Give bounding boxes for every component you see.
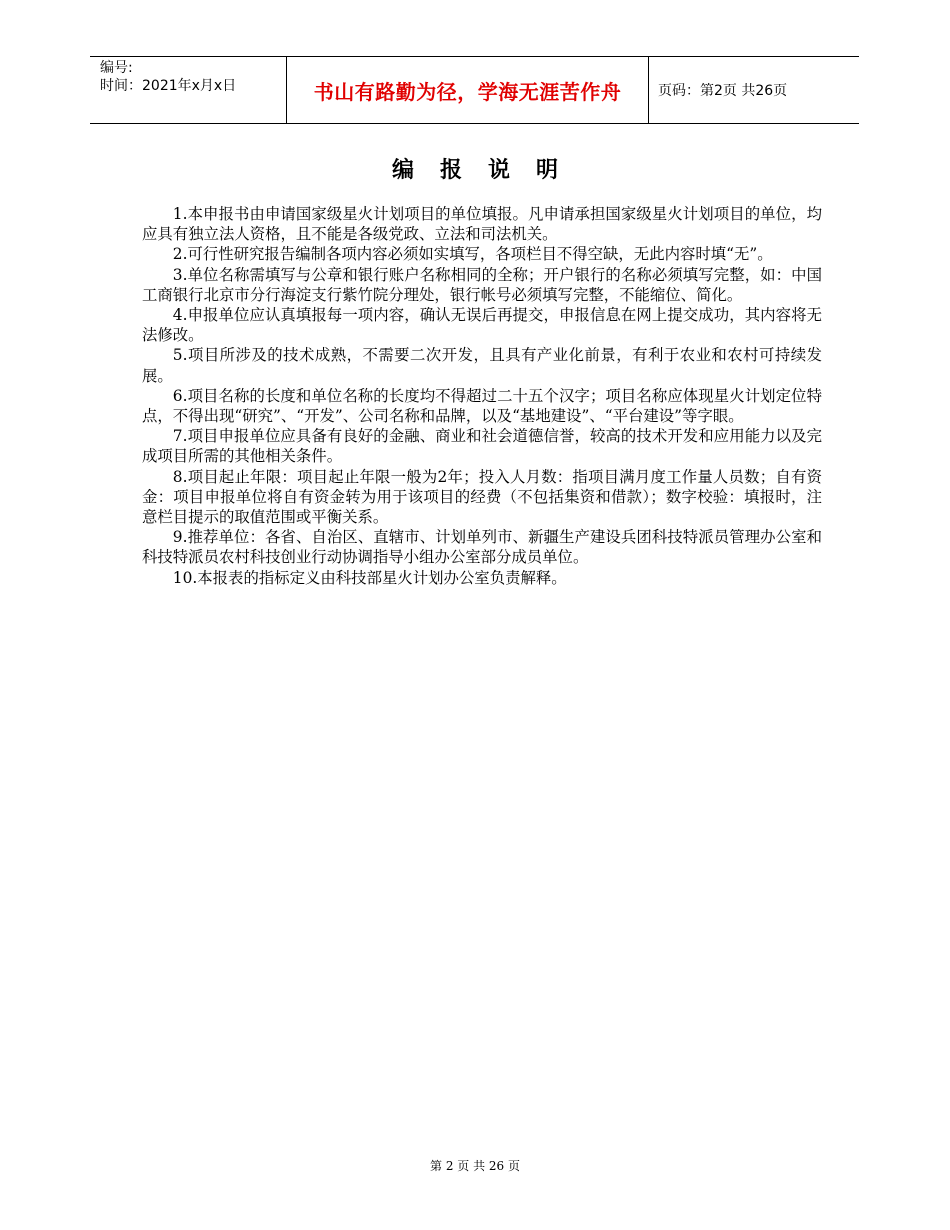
header-table [90,56,859,124]
paragraph-6: 6.项目名称的长度和单位名称的长度均不得超过二十五个汉字；项目名称应体现星火计划定位特点，不得出现“研究”、“开发”、公司名称和品牌，以及“基地建设”、“平台建设”等字眼。 [142,386,822,426]
page-footer: 第 2 页 共 26 页 [430,1159,520,1173]
header-meta [90,57,286,123]
paragraph-2: 2.可行性研究报告编制各项内容必须如实填写，各项栏目不得空缺，无此内容时填“无”。 [172,245,773,264]
paragraph-10: 10.本报表的指标定义由科技部星火计划办公室负责解释。 [172,568,567,587]
page-title: 编报说明 [391,158,584,183]
instructions-body [142,204,822,588]
paragraph-3: 3.单位名称需填写与公章和银行账户名称相同的全称；开户银行的名称必须填写完整，如：中国工商银行北京市分行海淀支行紫竹院分理处，银行帐号必须填写完整，不能缩位、简化。 [142,265,822,304]
header-page-info: 页码：第2页 共26页 [658,83,788,99]
paragraph-7: 7.项目申报单位应具备有良好的金融、商业和社会道德信誉，较高的技术开发和应用能力以及完成项目所需的其他相关条件。 [142,427,822,466]
paragraph-9: 9.推荐单位：各省、自治区、直辖市、计划单列市、新疆生产建设兵团科技特派员管理办公室和科技特派员农村科技创业行动协调指导小组办公室部分成员单位。 [142,528,822,567]
paragraph-1: 1.本申报书由申请国家级星火计划项目的单位填报。凡申请承担国家级星火计划项目的单位，均应具有独立法人资格，且不能是各级党政、立法和司法机关。 [142,205,822,244]
document-time-label: 时间：2021年x月x日 [100,78,237,94]
paragraph-8: 8.项目起止年限：项目起止年限一般为2年；投入人月数：指项目满月度工作量人员数；自有资金：项目申报单位将自有资金转为用于该项目的经费（不包括集资和借款）；数字校验：填报时，注意栏目提示的取值范围或平衡关系。 [142,467,822,527]
header-motto: 书山有路勤为径，学海无涯苦作舟 [286,57,649,123]
paragraph-4: 4.申报单位应认真填报每一项内容，确认无误后再提交，申报信息在网上提交成功，其内容将无法修改。 [142,306,822,345]
document-number-label: 编号: [100,60,133,76]
paragraph-5: 5.项目所涉及的技术成熟，不需要二次开发，且具有产业化前景，有利于农业和农村可持续发展。 [142,346,822,385]
